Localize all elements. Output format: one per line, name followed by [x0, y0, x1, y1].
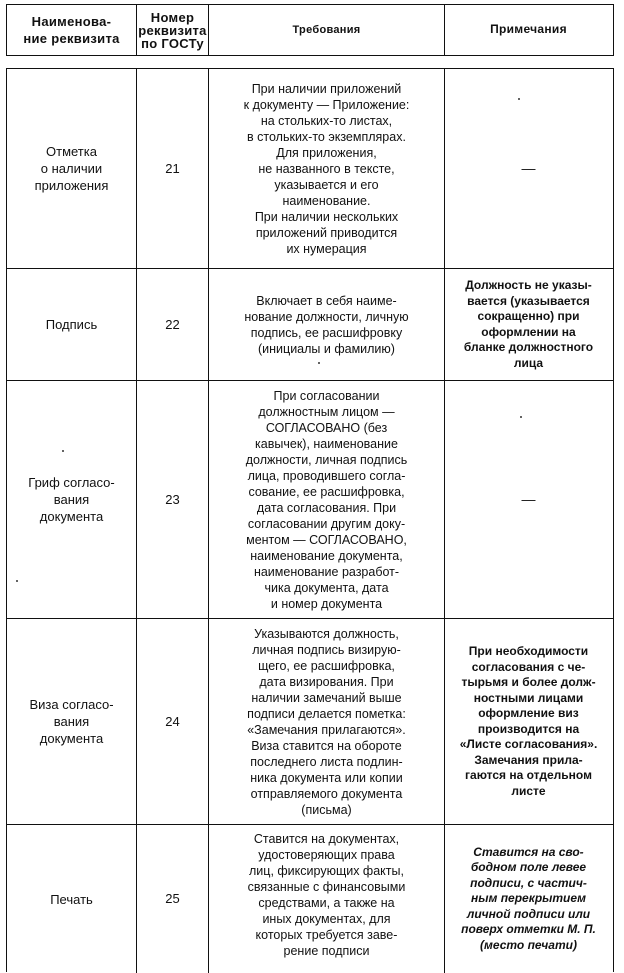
- table-header: [6, 4, 614, 56]
- cell-number: 24: [137, 619, 209, 824]
- cell-requirements: При согласовании должностным лицом — СОГЛАСОВАНО (без кавычек), наименование должности, личная подпись лица, проводившего согла- сование, ее расшифровка, дата согласования. При согласовании другим доку- ментом — СОГЛАСОВАНО, наименование документа, наименование разработ- чика документа, дата и номер документа: [209, 381, 445, 618]
- header-cell-number: Номер реквизита по ГОСТу: [137, 5, 209, 55]
- cell-notes: —: [521, 159, 536, 176]
- cell-requirements: При наличии приложений к документу — Приложение: на стольких-то листах, в стольких-то экземплярах. Для приложения, не названного в тексте, указывается и его наименование. При наличии нескольких приложений приводится их нумерация: [209, 69, 445, 268]
- cell-notes: —: [521, 490, 536, 507]
- scan-speck: [62, 450, 64, 452]
- cell-name: Виза согласо- вания документа: [7, 619, 137, 824]
- header-cell-name: Наименова- ние реквизита: [7, 5, 137, 55]
- cell-notes: При необходимости согласования с че- тырьмя и более долж- ностными лицами оформление виз производится на «Листе согласования». Замечания прила- гаются на отдельном листе: [459, 644, 598, 798]
- scan-speck: [318, 362, 320, 364]
- cell-name: Гриф согласо- вания документа: [7, 381, 137, 618]
- cell-requirements: Ставится на документах, удостоверяющих права лиц, фиксирующих факты, связанные с финансовыми средствами, а также на иных документах, для которых требуется заве- рение подписи: [209, 825, 445, 973]
- cell-number: 21: [137, 69, 209, 268]
- table-row: [7, 269, 613, 381]
- table-row: [7, 825, 613, 973]
- table-row: [7, 69, 613, 269]
- cell-number: 22: [137, 269, 209, 380]
- cell-requirements: Указываются должность, личная подпись визирую- щего, ее расшифровка, дата визирования. При наличии замечаний выше подписи делается пометка: «Замечания прилагаются». Виза ставится на обороте последнего листа подлин- ника документа или копии отправляемого документа (письма): [209, 619, 445, 824]
- cell-requirements: Включает в себя наиме- нование должности, личную подпись, ее расшифровку (инициалы и фамилию): [209, 269, 445, 380]
- requisites-table: [6, 68, 614, 972]
- scan-speck: [16, 580, 18, 582]
- header-cell-requirements: Требования: [209, 5, 445, 55]
- cell-number: 25: [137, 825, 209, 973]
- cell-name: Отметка о наличии приложения: [7, 69, 137, 268]
- cell-name: Подпись: [7, 269, 137, 380]
- table-row: [7, 619, 613, 825]
- table-row: [7, 381, 613, 619]
- header-cell-notes: Примечания: [490, 22, 567, 37]
- cell-number: 23: [137, 381, 209, 618]
- scan-speck: [520, 416, 522, 418]
- scan-speck: [518, 98, 520, 100]
- cell-notes: Должность не указы- вается (указывается сокращенно) при оформлении на бланке должностного лица: [463, 278, 594, 370]
- cell-notes: Ставится на сво- бодном поле левее подписи, с частич- ным перекрытием личной подписи или поверх отметки М. П. (место печати): [461, 844, 596, 952]
- cell-name: Печать: [7, 825, 137, 973]
